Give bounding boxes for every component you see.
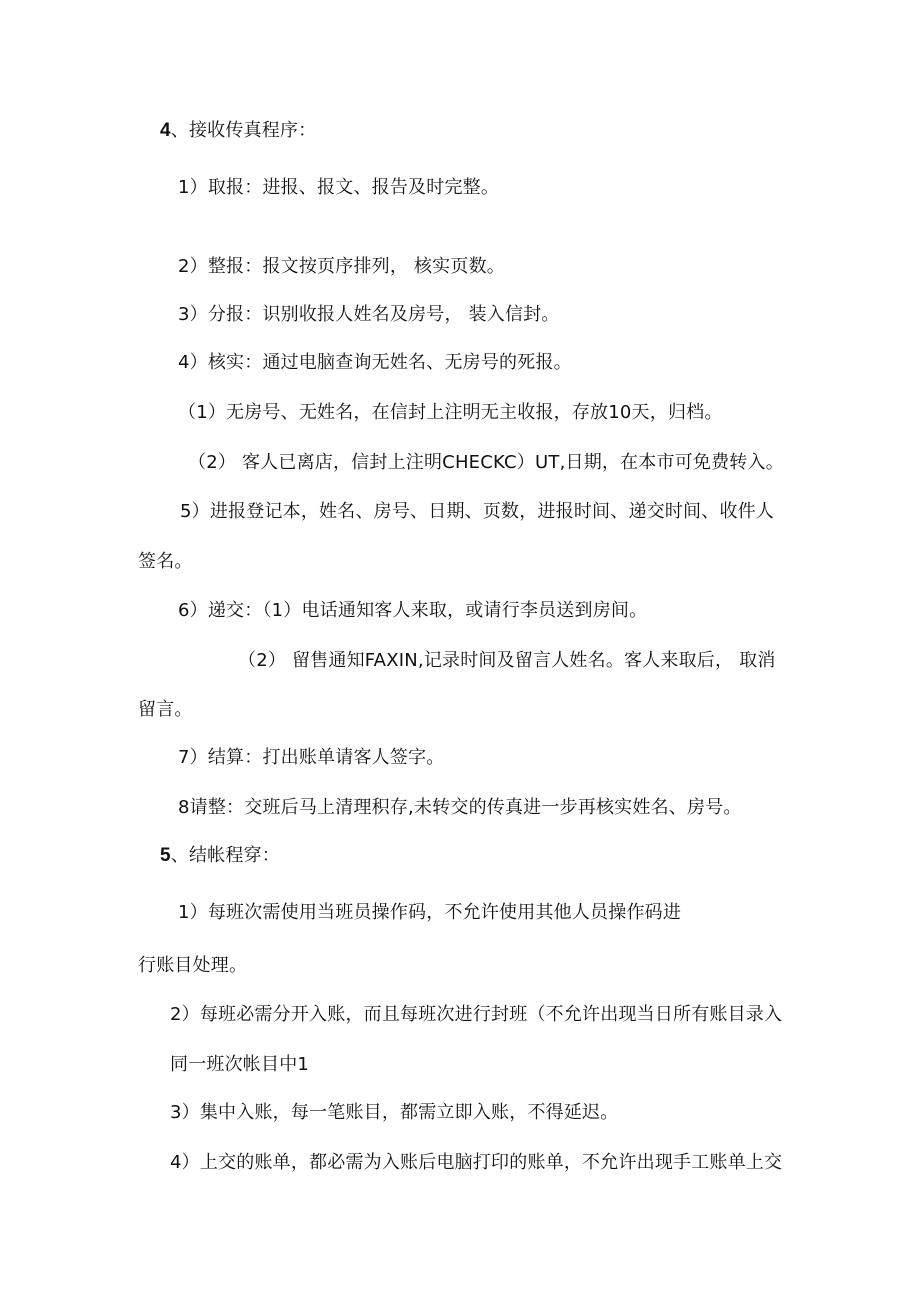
- paragraph-4-6-2-cont: 留言。: [138, 699, 193, 720]
- paragraph-4-5-cont: 签名。: [138, 551, 193, 572]
- section-4-title: 、接收传真程序：: [170, 120, 317, 141]
- section-5-title: 、结帐程穿：: [170, 845, 280, 866]
- section-5-heading: [160, 843, 280, 869]
- paragraph-4-8: 8请整：交班后马上清理积存,未转交的传真进一步再核实姓名、房号。: [178, 797, 742, 818]
- paragraph-4-4-1: （1）无房号、无姓名，在信封上注明无主收报，存放10天，归档。: [178, 402, 723, 423]
- paragraph-5-1: 1）每班次需使用当班员操作码，不允许使用其他人员操作码进: [178, 902, 682, 923]
- paragraph-4-5: 5）进报登记本，姓名、房号、日期、页数，进报时间、递交时间、收件人: [180, 501, 775, 522]
- paragraph-5-1-cont: 行账目处理。: [138, 955, 248, 976]
- section-5-number: 5: [160, 845, 171, 866]
- paragraph-4-6-2: （2） 留售通知FAXIN,记录时间及留言人姓名。客人来取后， 取消: [238, 650, 776, 671]
- paragraph-4-6: 6）递交：（1）电话通知客人来取，或请行李员送到房间。: [178, 600, 648, 621]
- paragraph-4-2: 2）整报：报文按页序排列， 核实页数。: [178, 256, 505, 277]
- paragraph-5-3: 3）集中入账，每一笔账目，都需立即入账，不得延迟。: [170, 1102, 619, 1123]
- paragraph-5-2-cont: 同一班次帐目中1: [170, 1054, 310, 1075]
- paragraph-4-4: 4）核实：通过电脑查询无姓名、无房号的死报。: [178, 352, 572, 373]
- paragraph-5-4: 4）上交的账单，都必需为入账后电脑打印的账单，不允许出现手工账单上交: [170, 1152, 783, 1173]
- paragraph-5-2: 2）每班必需分开入账，而且每班次进行封班（不允许出现当日所有账目录入: [170, 1004, 783, 1025]
- section-4-heading: [160, 118, 316, 144]
- paragraph-4-3: 3）分报：识别收报人姓名及房号， 装入信封。: [178, 304, 560, 325]
- paragraph-4-4-2: （2） 客人已离店，信封上注明CHECKC）UT,日期，在本市可免费转入。: [188, 452, 784, 473]
- paragraph-4-7: 7）结算：打出账单请客人签字。: [178, 747, 445, 768]
- section-4-number: 4: [160, 120, 171, 141]
- paragraph-4-1: 1）取报：进报、报文、报告及时完整。: [178, 177, 500, 198]
